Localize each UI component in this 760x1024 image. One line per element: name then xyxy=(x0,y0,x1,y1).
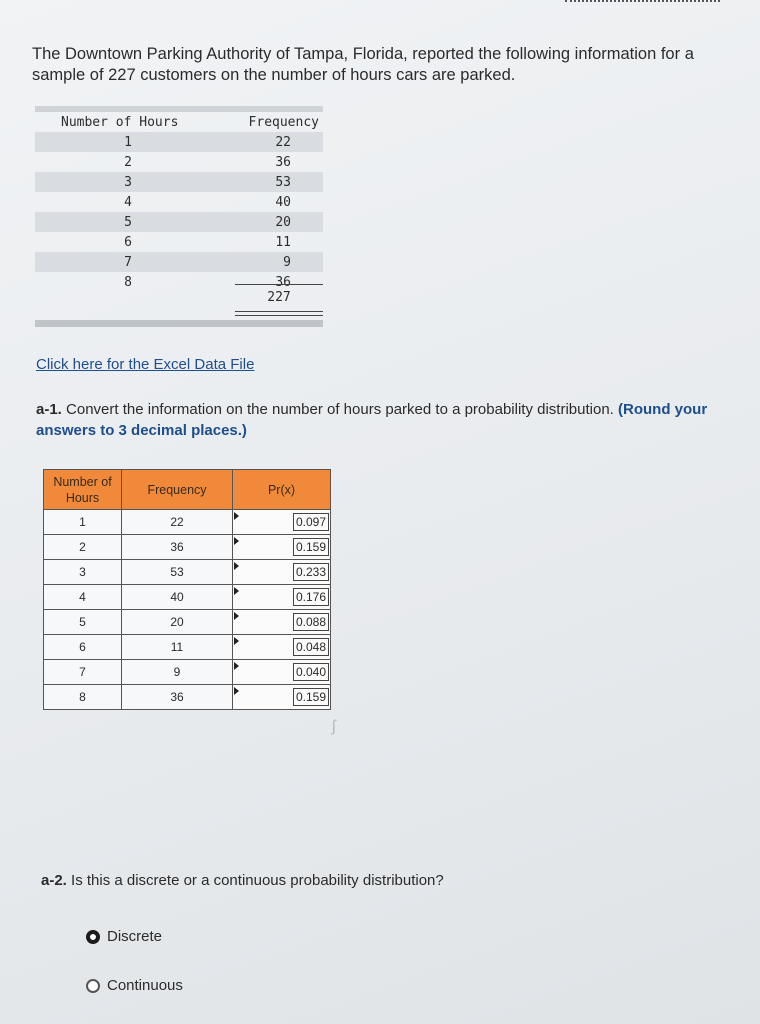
question-a2 xyxy=(41,872,444,889)
reference-row xyxy=(35,152,323,172)
reference-table-body xyxy=(35,132,323,292)
reference-frequency-cell: 11 xyxy=(275,234,291,250)
reference-hours-cell: 8 xyxy=(124,274,132,290)
frequency-cell: 53 xyxy=(122,560,233,585)
reference-row xyxy=(35,212,323,232)
hours-cell: 2 xyxy=(44,535,122,560)
answer-header-hours: Number of Hours xyxy=(44,470,122,510)
prx-value[interactable]: 0.040 xyxy=(293,663,329,681)
reference-row xyxy=(35,192,323,212)
reference-table-header xyxy=(35,106,323,132)
reference-total: 227 xyxy=(235,284,323,313)
reference-hours-cell: 6 xyxy=(124,234,132,250)
reference-frequency-cell: 36 xyxy=(275,154,291,170)
prx-input-cell[interactable] xyxy=(233,660,331,685)
reference-table xyxy=(35,106,323,292)
table-row xyxy=(44,635,331,660)
excel-data-file-link[interactable]: Click here for the Excel Data File xyxy=(36,356,255,373)
frequency-cell: 36 xyxy=(122,685,233,710)
hours-cell: 4 xyxy=(44,585,122,610)
radio-label-discrete: Discrete xyxy=(107,928,163,945)
screen-reflection-mark: ʃ xyxy=(332,718,336,735)
hours-cell: 7 xyxy=(44,660,122,685)
reference-total-double-rule xyxy=(235,311,323,316)
question-a1-text: Convert the information on the number of hours parked to a probability distribution. xyxy=(66,401,614,418)
prx-input-cell[interactable] xyxy=(233,510,331,535)
reference-row xyxy=(35,252,323,272)
question-a2-label: a-2. xyxy=(41,872,67,889)
reference-frequency-cell: 22 xyxy=(275,134,291,150)
question-a2-text: Is this a discrete or a continuous probability distribution? xyxy=(71,872,444,889)
prx-input-cell[interactable] xyxy=(233,585,331,610)
reference-row xyxy=(35,132,323,152)
frequency-cell: 20 xyxy=(122,610,233,635)
prx-value[interactable]: 0.233 xyxy=(293,563,329,581)
table-row xyxy=(44,535,331,560)
prx-input-cell[interactable] xyxy=(233,635,331,660)
table-row xyxy=(44,560,331,585)
prx-value[interactable]: 0.159 xyxy=(293,538,329,556)
table-row xyxy=(44,660,331,685)
reference-header-hours: Number of Hours xyxy=(61,114,179,130)
radio-option-discrete[interactable] xyxy=(86,928,162,945)
prx-value[interactable]: 0.088 xyxy=(293,613,329,631)
frequency-cell: 36 xyxy=(122,535,233,560)
prx-value[interactable]: 0.176 xyxy=(293,588,329,606)
reference-hours-cell: 4 xyxy=(124,194,132,210)
table-row xyxy=(44,585,331,610)
hours-cell: 8 xyxy=(44,685,122,710)
probability-distribution-table xyxy=(43,469,331,710)
table-row xyxy=(44,510,331,535)
prx-value[interactable]: 0.159 xyxy=(293,688,329,706)
radio-unselected-icon[interactable] xyxy=(86,979,100,993)
table-row xyxy=(44,610,331,635)
answer-table-header-row xyxy=(44,470,331,510)
radio-label-continuous: Continuous xyxy=(107,977,183,994)
hours-cell: 5 xyxy=(44,610,122,635)
prx-value[interactable]: 0.048 xyxy=(293,638,329,656)
radio-selected-icon[interactable] xyxy=(86,930,100,944)
reference-hours-cell: 3 xyxy=(124,174,132,190)
table-row xyxy=(44,685,331,710)
question-a1-label: a-1. xyxy=(36,401,62,418)
hours-cell: 6 xyxy=(44,635,122,660)
prx-input-cell[interactable] xyxy=(233,560,331,585)
frequency-cell: 9 xyxy=(122,660,233,685)
reference-hours-cell: 2 xyxy=(124,154,132,170)
frequency-cell: 11 xyxy=(122,635,233,660)
reference-hours-cell: 7 xyxy=(124,254,132,270)
problem-intro: The Downtown Parking Authority of Tampa, Florida, reported the following information for a sample of 227 customers on the number of hours cars are parked. xyxy=(32,45,694,84)
prx-input-cell[interactable] xyxy=(233,535,331,560)
radio-option-continuous[interactable] xyxy=(86,977,183,994)
question-a1 xyxy=(36,399,716,441)
reference-frequency-cell: 36 xyxy=(275,274,291,290)
reference-hours-cell: 1 xyxy=(124,134,132,150)
answer-header-frequency: Frequency xyxy=(122,470,233,510)
reference-table-footer-bar xyxy=(35,320,323,327)
reference-header-frequency: Frequency xyxy=(248,114,319,130)
reference-frequency-cell: 9 xyxy=(283,254,291,270)
hours-cell: 3 xyxy=(44,560,122,585)
reference-frequency-cell: 53 xyxy=(275,174,291,190)
answer-header-prx: Pr(x) xyxy=(233,470,331,510)
frequency-cell: 40 xyxy=(122,585,233,610)
reference-row xyxy=(35,232,323,252)
top-edge-marker xyxy=(565,0,720,5)
prx-value[interactable]: 0.097 xyxy=(293,513,329,531)
question-a1-instruction: (Round your answers to 3 decimal places.) xyxy=(36,401,708,439)
reference-frequency-cell: 40 xyxy=(275,194,291,210)
reference-frequency-cell: 20 xyxy=(275,214,291,230)
frequency-cell: 22 xyxy=(122,510,233,535)
hours-cell: 1 xyxy=(44,510,122,535)
reference-hours-cell: 5 xyxy=(124,214,132,230)
prx-input-cell[interactable] xyxy=(233,610,331,635)
reference-row xyxy=(35,172,323,192)
prx-input-cell[interactable] xyxy=(233,685,331,710)
